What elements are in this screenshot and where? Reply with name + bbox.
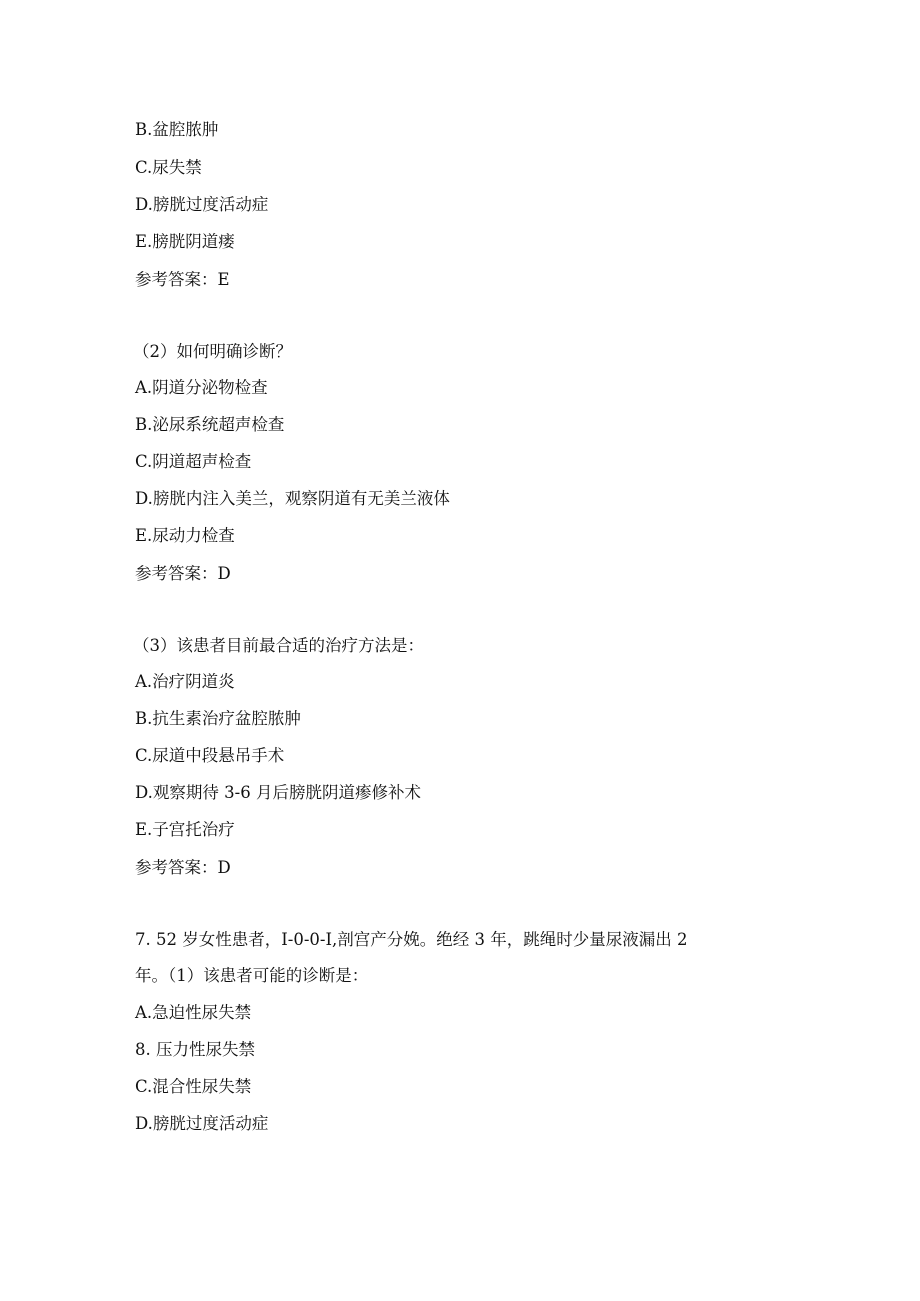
option-e: E.子宫托治疗: [135, 820, 235, 839]
option-e: E.膀胱阴道瘘: [135, 232, 235, 251]
option-c: C.阴道超声检查: [135, 452, 252, 471]
option-a: A.急迫性尿失禁: [135, 1003, 252, 1022]
option-b: B.盆腔脓肿: [135, 120, 219, 139]
option-a: A.阴道分泌物检查: [135, 378, 268, 397]
question-3: （3）该患者目前最合适的治疗方法是：: [133, 636, 424, 655]
option-d: D.膀胱内注入美兰，观察阴道有无美兰液体: [135, 489, 450, 508]
option-d: D.观察期待 3-6 月后膀胱阴道瘆修补术: [135, 783, 421, 802]
option-b: B.抗生素治疗盆腔脓肿: [135, 709, 301, 728]
question-2: （2）如何明确诊断？: [133, 342, 292, 361]
question-7-stem-continued: 年。（1）该患者可能的诊断是：: [135, 966, 369, 985]
option-a: A.治疗阴道炎: [135, 672, 235, 691]
option-d: D.膀胱过度活动症: [135, 1114, 269, 1133]
option-b: B.泌尿系统超声检查: [135, 415, 285, 434]
option-c: C.混合性尿失禁: [135, 1077, 252, 1096]
option-b: 8. 压力性尿失禁: [135, 1040, 255, 1059]
answer: 参考答案：D: [135, 564, 231, 583]
option-e: E.尿动力检查: [135, 526, 235, 545]
answer: 参考答案：E: [135, 270, 230, 289]
option-c: C.尿道中段悬吊手术: [135, 746, 285, 765]
answer: 参考答案：D: [135, 858, 231, 877]
question-7-stem: 7. 52 岁女性患者，I-0-0-I,剖宫产分娩。绝经 3 年，跳绳时少量尿液漏出 2: [135, 930, 688, 949]
option-d: D.膀胱过度活动症: [135, 195, 269, 214]
option-c: C.尿失禁: [135, 158, 202, 177]
